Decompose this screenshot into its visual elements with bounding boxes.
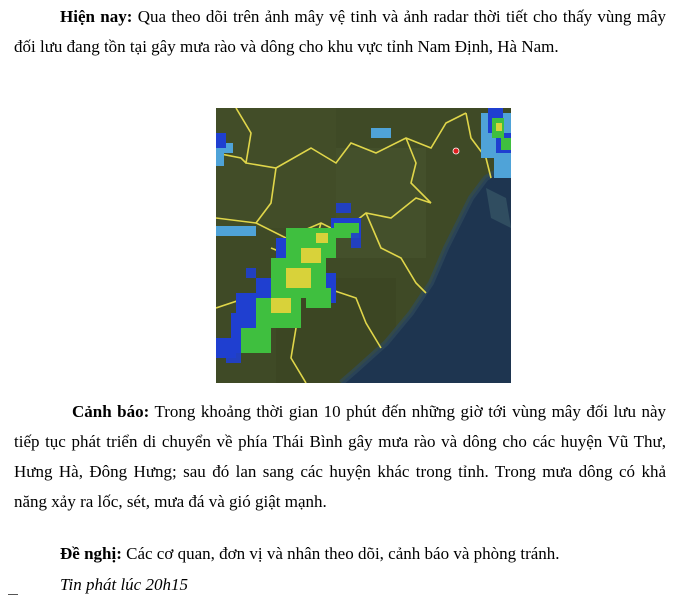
warning-paragraph: [14, 397, 666, 517]
page-mark: [8, 594, 18, 595]
intro-label: Hiện nay:: [60, 7, 133, 26]
recommendation-text: Các cơ quan, đơn vị và nhân theo dõi, cảnh báo và phòng tránh.: [121, 544, 560, 563]
intro-text: Qua theo dõi trên ảnh mây vệ tinh và ảnh radar thời tiết cho thấy vùng mây đối lưu đang tồn tại gây mưa rào và dông cho khu vực tỉnh Nam Định, Hà Nam.: [14, 7, 667, 56]
warning-text: Trong khoảng thời gian 10 phút đến những giờ tới vùng mây đối lưu này tiếp tục phát triển di chuyển về phía Thái Bình gây mưa rào và dông cho các huyện Vũ Thư, Hưng Hà, Đông Hưng; sau đó lan sang các huyện khác trong tỉnh. Trong mưa dông có khả năng xảy ra lốc, sét, mưa đá và gió giật mạnh.: [14, 402, 666, 511]
radar-satellite-map: [216, 108, 511, 383]
location-marker: [453, 148, 459, 154]
recommendation-label: Đề nghị:: [60, 544, 122, 563]
recommendation-paragraph: [14, 539, 666, 569]
intro-paragraph: [14, 2, 666, 62]
issue-time: Tin phát lúc 20h15: [60, 575, 188, 594]
warning-label: Cảnh báo:: [72, 402, 150, 421]
